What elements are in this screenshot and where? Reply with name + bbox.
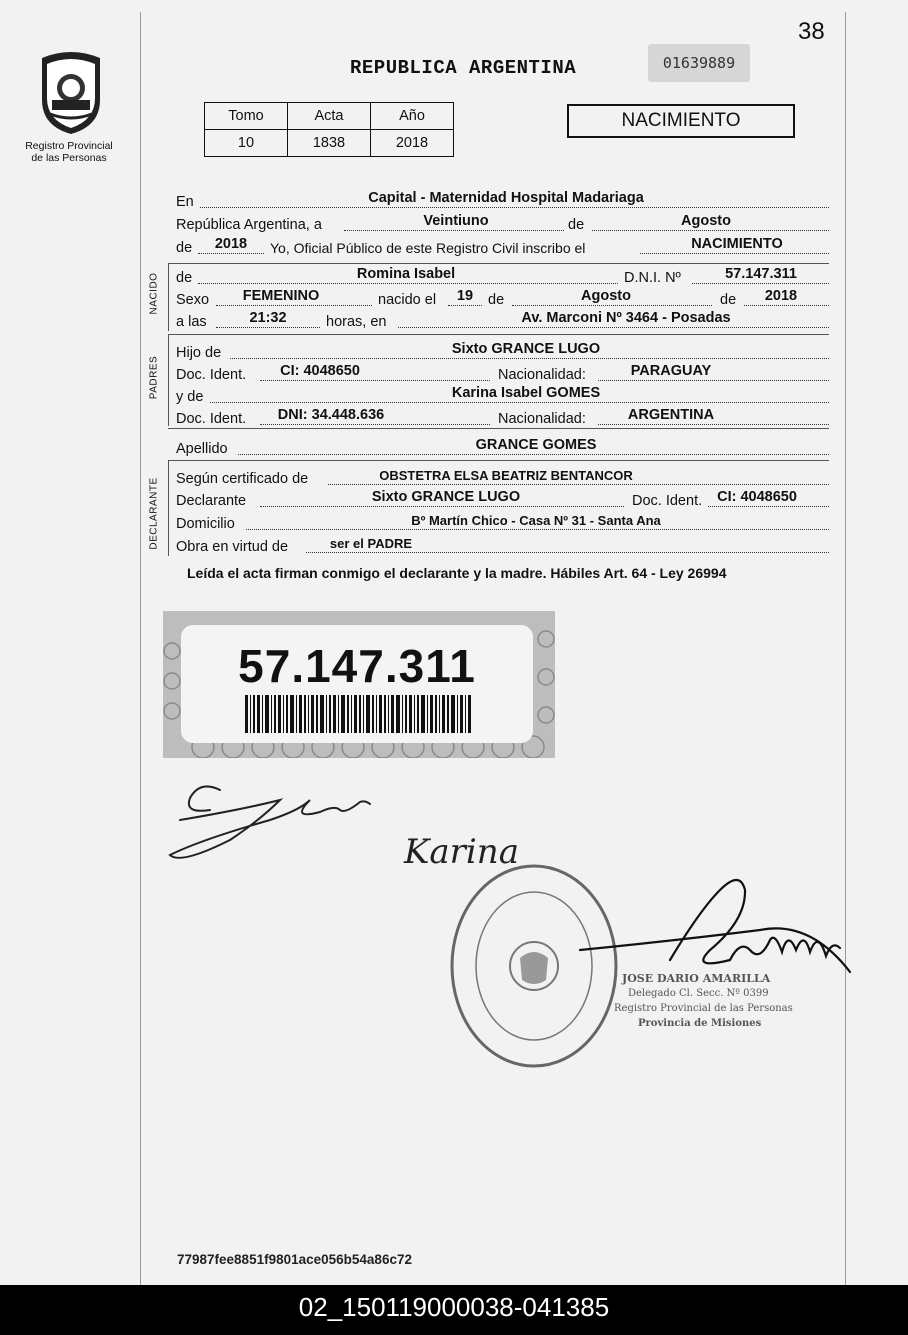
declarant-doc-value: CI: 4048650 (717, 489, 797, 505)
declarante-label: Declarante (176, 493, 247, 509)
tomo-header: Tomo (205, 103, 288, 130)
dotted-line (344, 230, 564, 231)
row-oficial (176, 236, 829, 258)
dotted-line (512, 305, 712, 306)
address-value: Bº Martín Chico - Casa Nº 31 - Santa Ana (411, 513, 661, 528)
day-value: Veintiuno (423, 213, 489, 229)
mother-name-value: Karina Isabel GOMES (451, 385, 601, 401)
row-certificado (176, 467, 829, 489)
row-nacido-name (176, 266, 829, 288)
section-sidebar (168, 263, 169, 331)
horas-label: horas, en (326, 314, 387, 330)
row-father-doc (176, 363, 829, 385)
birth-month-value: Agosto (581, 288, 631, 304)
mother-nationality-value: ARGENTINA (627, 407, 715, 423)
section-separator (168, 334, 829, 335)
birth-place-value: Av. Marconi Nº 3464 - Posadas (521, 310, 731, 326)
dotted-line (708, 506, 829, 507)
birth-time-value: 21:32 (249, 310, 287, 326)
dotted-line (260, 424, 490, 425)
tomo-value: 10 (205, 130, 288, 157)
scan-id-footer (0, 1285, 908, 1335)
en-label: En (176, 194, 194, 210)
domicilio-label: Domicilio (176, 516, 235, 532)
de-label: de (488, 292, 505, 308)
dotted-line (692, 283, 829, 284)
oficial-text: Yo, Oficial Público de este Registro Civil inscribo el (270, 240, 586, 256)
dni-label: D.N.I. Nº (624, 270, 681, 286)
doc-ident-label: Doc. Ident. (176, 411, 247, 427)
declarant-name-value: Sixto GRANCE LUGO (371, 489, 521, 505)
certificado-label: Según certificado de (176, 471, 309, 487)
mother-signature-text: Karina (404, 832, 519, 872)
misiones-coat-of-arms-icon (34, 48, 108, 136)
hijo-de-label: Hijo de (176, 345, 222, 361)
section-separator (168, 460, 829, 461)
row-republica (176, 213, 829, 235)
dotted-line (598, 380, 829, 381)
document-title: REPUBLICA ARGENTINA (350, 57, 577, 79)
barcode-number: 57.147.311 (238, 640, 476, 692)
dotted-line (216, 305, 372, 306)
anio-value: 2018 (371, 130, 454, 157)
doc-ident-label: Doc. Ident. (632, 493, 703, 509)
barcode-bars-icon (245, 695, 471, 733)
dotted-line (198, 253, 264, 254)
dotted-line (200, 207, 829, 208)
row-father (176, 341, 829, 363)
serial-number: 01639889 (648, 44, 750, 82)
dotted-line (260, 380, 490, 381)
certificate-value: OBSTETRA ELSA BEATRIZ BENTANCOR (379, 468, 633, 483)
father-nationality-value: PARAGUAY (630, 363, 712, 379)
acta-header: Acta (288, 103, 371, 130)
official-organization: Registro Provincial de las Personas (614, 1003, 793, 1014)
dotted-line (306, 552, 829, 553)
declarant-signature-icon (160, 770, 380, 870)
declarante-section-label: DECLARANTE (148, 477, 160, 550)
dni-value: 57.147.311 (725, 266, 797, 282)
document-hash: 77987fee8851f9801ace056b54a86c72 (177, 1252, 412, 1267)
dotted-line (592, 230, 829, 231)
location-value: Capital - Maternidad Hospital Madariaga (368, 190, 644, 206)
nacionalidad-label: Nacionalidad: (498, 367, 586, 383)
row-hora (176, 310, 829, 332)
dotted-line (210, 402, 829, 403)
registry-name (14, 140, 124, 164)
barcode-label (163, 611, 555, 758)
dotted-line (328, 484, 829, 485)
registry-line-1: Registro Provincial (25, 140, 113, 152)
father-doc-value: CI: 4048650 (280, 363, 360, 379)
birth-year-value: 2018 (764, 288, 798, 304)
year-value: 2018 (214, 236, 248, 252)
y-de-label: y de (176, 389, 204, 405)
de-label: de (176, 270, 193, 286)
month-value: Agosto (681, 213, 731, 229)
row-domicilio (176, 512, 829, 534)
row-declarante (176, 489, 829, 511)
dotted-line (744, 305, 829, 306)
surname-value: GRANCE GOMES (475, 437, 597, 453)
nacido-section-label: NACIDO (148, 272, 160, 315)
mother-doc-value: DNI: 34.448.636 (277, 407, 385, 423)
row-obra (176, 535, 829, 557)
official-name: JOSE DARIO AMARILLA (622, 972, 771, 985)
dotted-line (230, 358, 829, 359)
barcode-inner (181, 625, 533, 743)
section-sidebar (168, 460, 169, 556)
registry-line-2: de las Personas (31, 152, 107, 164)
dotted-line (260, 506, 624, 507)
a-las-label: a las (176, 314, 207, 330)
row-sexo (176, 288, 829, 310)
section-separator (168, 428, 829, 429)
dotted-line (216, 327, 320, 328)
left-margin-line (140, 12, 141, 1285)
acta-value: 1838 (288, 130, 371, 157)
father-name-value: Sixto GRANCE LUGO (451, 341, 601, 357)
record-type-box: NACIMIENTO (567, 104, 795, 138)
dotted-line (640, 253, 829, 254)
official-role: Delegado Cl. Secc. Nº 0399 (628, 988, 769, 999)
obra-label: Obra en virtud de (176, 539, 289, 555)
scan-id: 02_150119000038-041385 (298, 1292, 610, 1322)
row-en (176, 190, 829, 212)
official-province: Provincia de Misiones (638, 1018, 762, 1029)
inscribe-value: NACIMIENTO (691, 236, 783, 252)
obra-value: ser el PADRE (329, 536, 413, 551)
de-label: de (568, 217, 585, 233)
dotted-line (238, 454, 829, 455)
de-label: de (176, 240, 193, 256)
row-mother-doc (176, 407, 829, 429)
birth-day-value: 19 (456, 288, 474, 304)
de-label: de (720, 292, 737, 308)
dotted-line (198, 283, 618, 284)
row-apellido (176, 437, 829, 459)
page-number: 38 (798, 18, 825, 45)
dotted-line (398, 327, 829, 328)
dotted-line (246, 529, 829, 530)
nacido-el-label: nacido el (378, 292, 437, 308)
padres-section-label: PADRES (148, 355, 160, 400)
section-sidebar (168, 334, 169, 426)
tomo-acta-anio-table (204, 102, 454, 157)
dotted-line (598, 424, 829, 425)
dotted-line (448, 305, 482, 306)
anio-header: Año (371, 103, 454, 130)
child-name-value: Romina Isabel (356, 266, 456, 282)
nacionalidad-label: Nacionalidad: (498, 411, 586, 427)
doc-ident-label: Doc. Ident. (176, 367, 247, 383)
row-mother (176, 385, 829, 407)
closing-statement: Leída el acta firman conmigo el declarante y la madre. Hábiles Art. 64 - Ley 26994 (187, 565, 727, 581)
right-margin-line (845, 12, 846, 1285)
republica-label: República Argentina, a (176, 217, 322, 233)
sexo-label: Sexo (176, 292, 210, 308)
apellido-label: Apellido (176, 441, 228, 457)
section-separator (168, 263, 829, 264)
sexo-value: FEMENINO (242, 288, 320, 304)
